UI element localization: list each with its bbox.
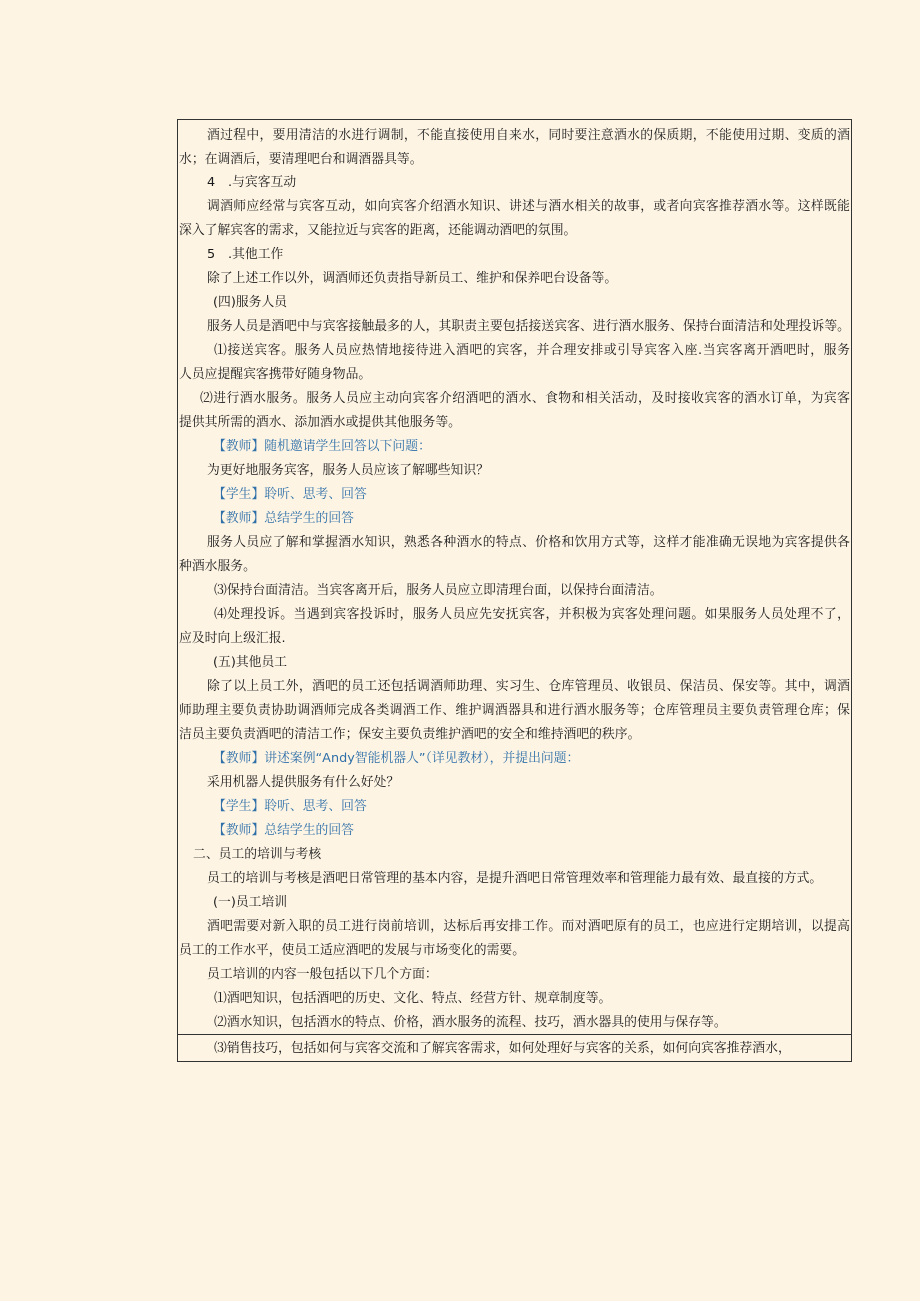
paragraph-line: 人员应提醒宾客携带好随身物品。 [179,367,372,382]
paragraph-line: 除了上述工作以外，调酒师还负责指导新员工、维护和保养吧台设备等。 [207,271,618,286]
list-item: ⑶销售技巧，包括如何与宾客交流和了解宾客需求，如何处理好与宾客的关系，如何向宾客推荐酒水， [214,1041,791,1056]
paragraph-line: 除了以上员工外，酒吧的员工还包括调酒师助理、实习生、仓库管理员、收银员、保洁员、保安等。其中，调酒 [207,679,850,694]
paragraph-line: 服务人员应了解和掌握酒水知识，熟悉各种酒水的特点、价格和饮用方式等，这样才能准确无误地为宾客提供各 [207,535,850,550]
teacher-case-prompt: 【教师】讲述案例“Andy智能机器人”（详见教材），并提出问题： [213,751,580,766]
paragraph-line: 应及时向上级汇报. [179,631,286,646]
question-line: 为更好地服务宾客，服务人员应该了解哪些知识？ [207,463,489,478]
paragraph-line: 水；在调酒后，要清理吧台和调酒器具等。 [179,152,423,167]
teacher-prompt: 【教师】随机邀请学生回答以下问题： [213,439,431,454]
paragraph-line: 提供其所需的酒水、添加酒水或提供其他服务等。 [179,415,461,430]
teacher-summary: 【教师】总结学生的回答 [213,511,354,526]
teacher-summary: 【教师】总结学生的回答 [213,823,354,838]
heading-interact-guests: 4 .与宾客互动 [207,175,297,190]
paragraph-line: 酒吧需要对新入职的员工进行岗前培训，达标后再安排工作。而对酒吧原有的员工，也应进行定期培训，以提高 [207,919,850,934]
paragraph-line: 师助理主要负责协助调酒师完成各类调酒工作、维护调酒器具和进行酒水服务等；仓库管理员主要负责管理仓库；保 [179,703,850,718]
paragraph-line: 调酒师应经常与宾客互动，如向宾客介绍酒水知识、讲述与酒水相关的故事，或者向宾客推荐酒水等。这样既能 [207,199,850,214]
paragraph-line: ⑶保持台面清洁。当宾客离开后，服务人员应立即清理台面，以保持台面清洁。 [214,583,663,598]
heading-other-work: 5 .其他工作 [207,247,284,262]
list-item: ⑵酒水知识，包括酒水的特点、价格，酒水服务的流程、技巧，酒水器具的使用与保存等。 [214,1015,727,1030]
list-item: ⑴酒吧知识，包括酒吧的历史、文化、特点、经营方针、规章制度等。 [214,991,612,1006]
paragraph-line: 服务人员是酒吧中与宾客接触最多的人，其职责主要包括接送宾客、进行酒水服务、保持台面清洁和处理投诉等。 [207,319,850,334]
paragraph-line: 种酒水服务。 [179,559,256,574]
paragraph-line: 酒过程中，要用清洁的水进行调制，不能直接使用自来水，同时要注意酒水的保质期，不能使用过期、变质的酒 [207,128,850,143]
paragraph-line: 深入了解宾客的需求，又能拉近与宾客的距离，还能调动酒吧的氛围。 [179,223,577,238]
paragraph-line: ⑵进行酒水服务。服务人员应主动向宾客介绍酒吧的酒水、食物和相关活动，及时接收宾客的酒水订单，为宾客 [200,391,850,406]
heading-other-staff: (五)其他员工 [213,655,288,670]
student-response: 【学生】聆听、思考、回答 [213,799,367,814]
section-heading: 二、员工的培训与考核 [193,847,322,862]
heading-staff-training: (一)员工培训 [213,895,288,910]
paragraph-line: ⑷处理投诉。当遇到宾客投诉时，服务人员应先安抚宾客，并积极为宾客处理问题。如果服务人员处理不了， [214,607,850,622]
paragraph-line: 员工培训的内容一般包括以下几个方面： [207,967,438,982]
paragraph-line: 员工的工作水平，使员工适应酒吧的发展与市场变化的需要。 [179,943,526,958]
heading-service-staff: (四)服务人员 [213,295,288,310]
paragraph-line: 洁员主要负责酒吧的清洁工作；保安主要负责维护酒吧的安全和维持酒吧的秩序。 [179,727,641,742]
paragraph-line: ⑴接送宾客。服务人员应热情地接待进入酒吧的宾客，并合理安排或引导宾客入座.当宾客离开酒吧时，服务 [214,343,850,358]
question-line: 采用机器人提供服务有什么好处？ [207,775,400,790]
student-response: 【学生】聆听、思考、回答 [213,487,367,502]
paragraph-line: 员工的培训与考核是酒吧日常管理的基本内容，是提升酒吧日常管理效率和管理能力最有效、最直接的方式。 [207,871,823,886]
